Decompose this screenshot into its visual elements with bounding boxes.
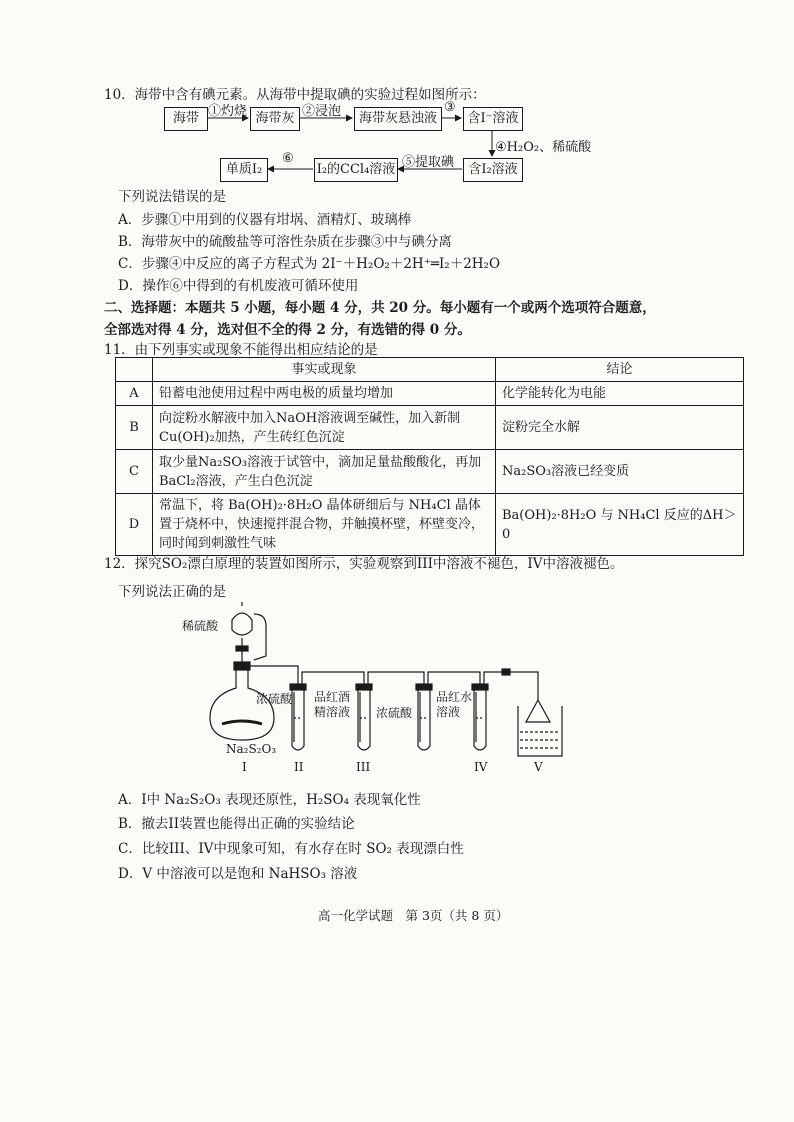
table-row [116,382,744,406]
table-row [116,450,744,494]
row-label: D [116,494,153,556]
label-tube5: 品红水溶液 [436,690,473,719]
flow-step-6: ⑥ [282,151,294,166]
section2-heading-line2: 全部选对得 4 分，选对但不全的得 2 分，有选错的得 0 分。 [104,322,471,338]
label-num-5: V [534,760,543,774]
q12-option-b: B．撤去II装置也能得出正确的实验结论 [118,816,355,832]
label-tube4: 浓硫酸 [376,706,413,720]
q12-option-d: D．V 中溶液可以是饱和 NaHSO₃ 溶液 [118,866,358,882]
row-fact: 常温下，将 Ba(OH)₂·8H₂O 晶体研细后与 NH₄Cl 晶体置于烧杯中，快速搅拌混合物，并触摸杯壁，杯壁变冷，同时闻到刺激性气味 [153,494,496,556]
row-label: C [116,450,153,494]
label-num-2: II [294,760,304,774]
q11-table [115,357,744,556]
label-num-1: I [242,760,247,774]
table-row [116,494,744,556]
label-tube3: 品红酒精溶液 [314,690,351,719]
flow-box-ash: 海带灰 [250,107,300,131]
q11-stem: 11．由下列事实或现象不能得出相应结论的是 [104,342,378,358]
flow-step-5: ⑤提取碘 [402,155,455,170]
row-conclusion: Na₂SO₃溶液已经变质 [496,450,744,494]
row-fact: 向淀粉水解液中加入NaOH溶液调至碱性，加入新制Cu(OH)₂加热，产生砖红色沉淀 [153,406,496,450]
flow-step-1: ①灼烧 [208,104,248,119]
flow-box-seaweed: 海带 [164,107,208,131]
flow-box-iodide: 含I⁻溶液 [463,107,523,131]
q10-ask: 下列说法错误的是 [118,189,226,205]
q12-stem: 12．探究SO₂漂白原理的装置如图所示，实验观察到III中溶液不褪色，IV中溶液褪色。 [104,556,624,572]
table-header-conclusion: 结论 [496,358,744,382]
row-conclusion: 化学能转化为电能 [496,382,744,406]
q10-option-b: B．海带灰中的硫酸盐等可溶性杂质在步骤③中与碘分离 [118,234,452,250]
row-conclusion: 淀粉完全水解 [496,406,744,450]
section2-heading-line1: 二、选择题：本题共 5 小题，每小题 4 分，共 20 分。每小题有一个或两个选项符合题意， [104,300,656,316]
table-header-label [116,358,153,382]
q10-option-a: A．步骤①中用到的仪器有坩埚、酒精灯、玻璃棒 [118,212,412,228]
q10-option-c: C．步骤④中反应的离子方程式为 2I⁻＋H₂O₂＋2H⁺═I₂＋2H₂O [118,256,501,272]
row-fact: 取少量Na₂SO₃溶液于试管中，滴加足量盐酸酸化，再加BaCl₂溶液，产生白色沉淀 [153,450,496,494]
table-row [116,406,744,450]
flow-box-suspension: 海带灰悬浊液 [354,107,442,131]
label-tube2: 浓硫酸 [256,692,293,706]
label-num-3: III [356,760,371,774]
flow-box-iodine: 单质I₂ [220,158,268,182]
row-label: B [116,406,153,450]
q12-ask: 下列说法正确的是 [118,584,226,600]
row-fact: 铅蓄电池使用过程中两电极的质量均增加 [153,382,496,406]
table-header-row [116,358,744,382]
label-num-4: IV [474,760,488,774]
label-dilute-acid: 稀硫酸 [182,619,219,633]
flow-arrows [0,0,794,200]
flow-step-4: ④H₂O₂、稀硫酸 [495,140,592,155]
q10-option-d: D．操作⑥中得到的有机废液可循环使用 [118,278,359,294]
q12-option-a: A．I中 Na₂S₂O₃ 表现还原性，H₂SO₄ 表现氧化性 [118,792,421,808]
q12-option-c: C．比较III、IV中现象可知，有水存在时 SO₂ 表现漂白性 [118,841,464,857]
table-header-fact: 事实或现象 [153,358,496,382]
row-label: A [116,382,153,406]
label-reagent: Na₂S₂O₃ [226,742,277,756]
flow-box-iodine-solution: 含I₂溶液 [463,158,523,182]
flow-box-ccl4: I₂的CCl₄溶液 [314,158,398,182]
page-footer: 高一化学试题 第 3页（共 8 页） [318,908,509,923]
flow-step-2: ②浸泡 [302,104,342,119]
flow-step-3: ③ [444,100,456,115]
q10-stem: 10．海带中含有碘元素。从海带中提取碘的实验过程如图所示： [104,87,486,103]
row-conclusion: Ba(OH)₂·8H₂O 与 NH₄Cl 反应的ΔH＞0 [496,494,744,556]
